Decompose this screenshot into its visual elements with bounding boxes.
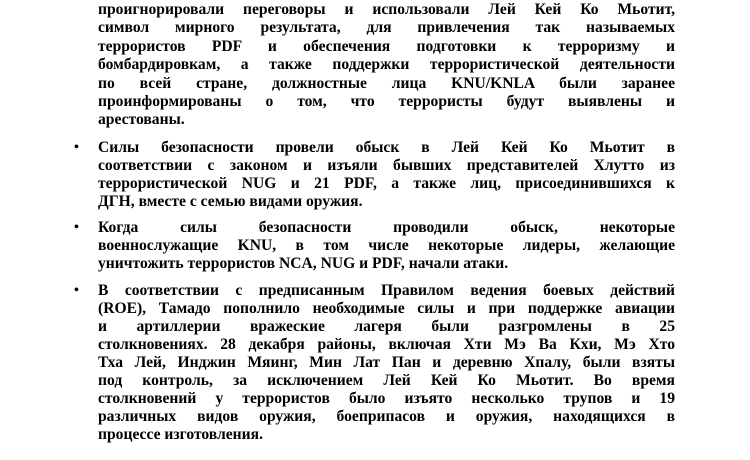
text-line: под контроль, за исключением Лей Кей Ко Мьотит. Во время	[98, 372, 675, 389]
bullet-icon: •	[74, 283, 79, 298]
bullet-icon: •	[74, 140, 79, 155]
text-line: террористов PDF и обеспечения подготовки к терроризму и	[98, 38, 675, 55]
text-line: по всей стране, должностные лица KNU/KNLA были заранее	[98, 75, 675, 92]
text-line: проигнорировали переговоры и использовали Лей Кей Ко Мьотит,	[98, 1, 675, 18]
text-line: Когда силы безопасности проводили обыск, некоторые	[98, 219, 675, 236]
text-line: различных видов оружия, боеприпасов и оружия, находящихся в	[98, 408, 675, 425]
text-line: арестованы.	[98, 111, 185, 128]
text-line: уничтожить террористов NCA, NUG и PDF, начали атаки.	[98, 255, 509, 272]
text-line: (ROE), Тамадо пополнило необходимые силы и при поддержке авиации	[98, 300, 675, 317]
text-line: ДГН, вместе с семью видами оружия.	[98, 193, 363, 210]
text-line: процессе изготовления.	[98, 426, 263, 443]
text-line: террористической NUG и 21 PDF, а также лиц, присоединившихся к	[98, 175, 675, 192]
text-line: столкновениях. 28 декабря районы, включая Хти Мэ Ва Кхи, Мэ Хто	[98, 336, 675, 353]
text-line: столкновений у террористов было изъято несколько трупов и 19	[98, 390, 675, 407]
text-line: бомбардировкам, а также поддержки террористической деятельности	[98, 56, 675, 73]
text-line: В соответствии с предписанным Правилом ведения боевых действий	[98, 282, 675, 299]
bullet-icon: •	[74, 220, 79, 235]
text-line: и артиллерии вражеские лагеря были разгромлены в 25	[98, 318, 675, 335]
text-line: военнослужащие KNU, в том числе некоторые лидеры, желающие	[98, 237, 675, 254]
text-line: соответствии с законом и изъяли бывших представителей Хлутто из	[98, 157, 675, 174]
text-line: проинформированы о том, что террористы будут выявлены и	[98, 93, 675, 110]
text-line: Тха Лей, Инджин Мяинг, Мин Лат Пан и деревню Хпалу, были взяты	[98, 354, 675, 371]
text-line: символ мирного результата, для привлечения так называемых	[98, 19, 675, 36]
text-line: Силы безопасности провели обыск в Лей Кей Ко Мьотит в	[98, 139, 675, 156]
